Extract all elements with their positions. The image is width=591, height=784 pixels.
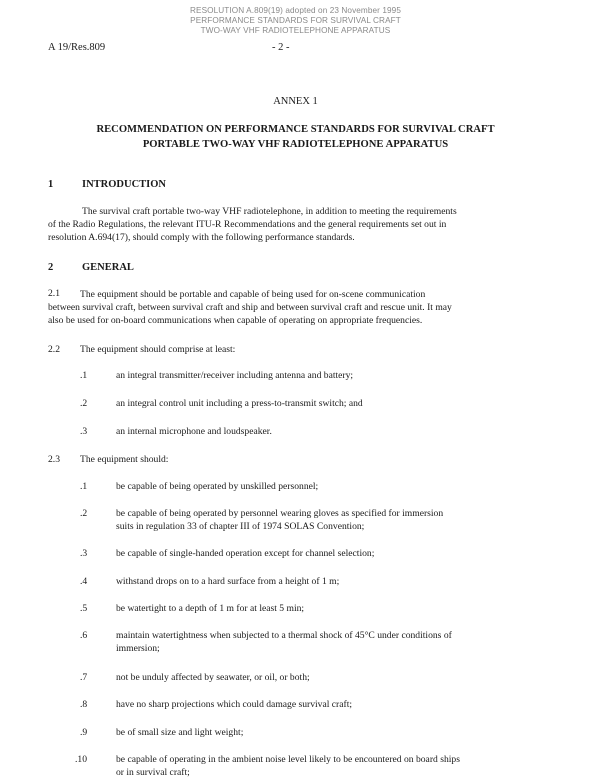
annex-heading: ANNEX 1 <box>273 96 318 107</box>
list-item: maintain watertightness when subjected to a thermal shock of 45°C under conditions of <box>116 630 452 641</box>
list-item-continuation: or in survival craft; <box>116 767 190 778</box>
intro-line-1: The survival craft portable two-way VHF radiotelephone, in addition to meeting the requirements <box>82 206 457 217</box>
section-1-title: INTRODUCTION <box>82 179 167 190</box>
list-item-number: .8 <box>80 699 88 710</box>
paragraph-2-1-line-2: between survival craft, between survival craft and ship and between survival craft and rescue unit. It may <box>48 302 452 313</box>
list-item-number: .2 <box>80 398 88 409</box>
list-item: be of small size and light weight; <box>116 727 244 738</box>
document-title-line-1: RECOMMENDATION ON PERFORMANCE STANDARDS FOR SURVIVAL CRAFT <box>96 124 495 135</box>
page-number: - 2 - <box>272 42 290 53</box>
section-2-title: GENERAL <box>82 262 134 273</box>
list-item-number: .1 <box>80 481 88 492</box>
paragraph-2-2-number: 2.2 <box>48 344 60 355</box>
section-2-number: 2 <box>48 262 54 273</box>
list-item-number: .4 <box>80 576 88 587</box>
paragraph-2-1-line-3: also be used for on-board communications when capable of operating on appropriate frequencies. <box>48 315 423 326</box>
list-item: an internal microphone and loudspeaker. <box>116 426 272 437</box>
list-item-number: .2 <box>80 508 88 519</box>
resolution-header-line-3: TWO-WAY VHF RADIOTELEPHONE APPARATUS <box>200 26 391 35</box>
list-item: have no sharp projections which could damage survival craft; <box>116 699 353 710</box>
intro-line-2: of the Radio Regulations, the relevant ITU-R Recommendations and the general requirements set out in <box>48 219 447 230</box>
resolution-header-line-1: RESOLUTION A.809(19) adopted on 23 November 1995 <box>190 6 401 15</box>
list-item: an integral control unit including a press-to-transmit switch; and <box>116 398 363 409</box>
list-item-number: .6 <box>80 630 88 641</box>
list-item-number: .7 <box>80 672 88 683</box>
paragraph-2-2-text: The equipment should comprise at least: <box>80 344 236 355</box>
list-item: be capable of single-handed operation except for channel selection; <box>116 548 375 559</box>
list-item-number: .9 <box>80 727 88 738</box>
list-item-continuation: immersion; <box>116 643 160 654</box>
document-title-line-2: PORTABLE TWO-WAY VHF RADIOTELEPHONE APPARATUS <box>142 139 449 150</box>
list-item: be capable of being operated by unskilled personnel; <box>116 481 319 492</box>
list-item-number: .5 <box>80 603 88 614</box>
list-item-continuation: suits in regulation 33 of chapter III of 1974 SOLAS Convention; <box>116 521 365 532</box>
document-reference: A 19/Res.809 <box>48 42 106 53</box>
list-item-number: .1 <box>80 370 88 381</box>
paragraph-2-1-line-1: The equipment should be portable and capable of being used for on-scene communication <box>80 289 426 300</box>
list-item: be watertight to a depth of 1 m for at least 5 min; <box>116 603 305 614</box>
section-1-number: 1 <box>48 179 54 190</box>
list-item: not be unduly affected by seawater, or oil, or both; <box>116 672 310 683</box>
paragraph-2-3-number: 2.3 <box>48 454 60 465</box>
intro-line-3: resolution A.694(17), should comply with the following performance standards. <box>48 232 355 243</box>
list-item: withstand drops on to a hard surface from a height of 1 m; <box>116 576 340 587</box>
paragraph-2-1-number: 2.1 <box>48 288 60 299</box>
paragraph-2-3-text: The equipment should: <box>80 454 169 465</box>
list-item-number: .3 <box>80 426 88 437</box>
list-item-number: .3 <box>80 548 88 559</box>
list-item: an integral transmitter/receiver including antenna and battery; <box>116 370 354 381</box>
resolution-header-line-2: PERFORMANCE STANDARDS FOR SURVIVAL CRAFT <box>190 16 401 25</box>
list-item: be capable of operating in the ambient noise level likely to be encountered on board ships <box>116 754 460 765</box>
list-item-number: .10 <box>75 754 87 765</box>
list-item: be capable of being operated by personnel wearing gloves as specified for immersion <box>116 508 444 519</box>
